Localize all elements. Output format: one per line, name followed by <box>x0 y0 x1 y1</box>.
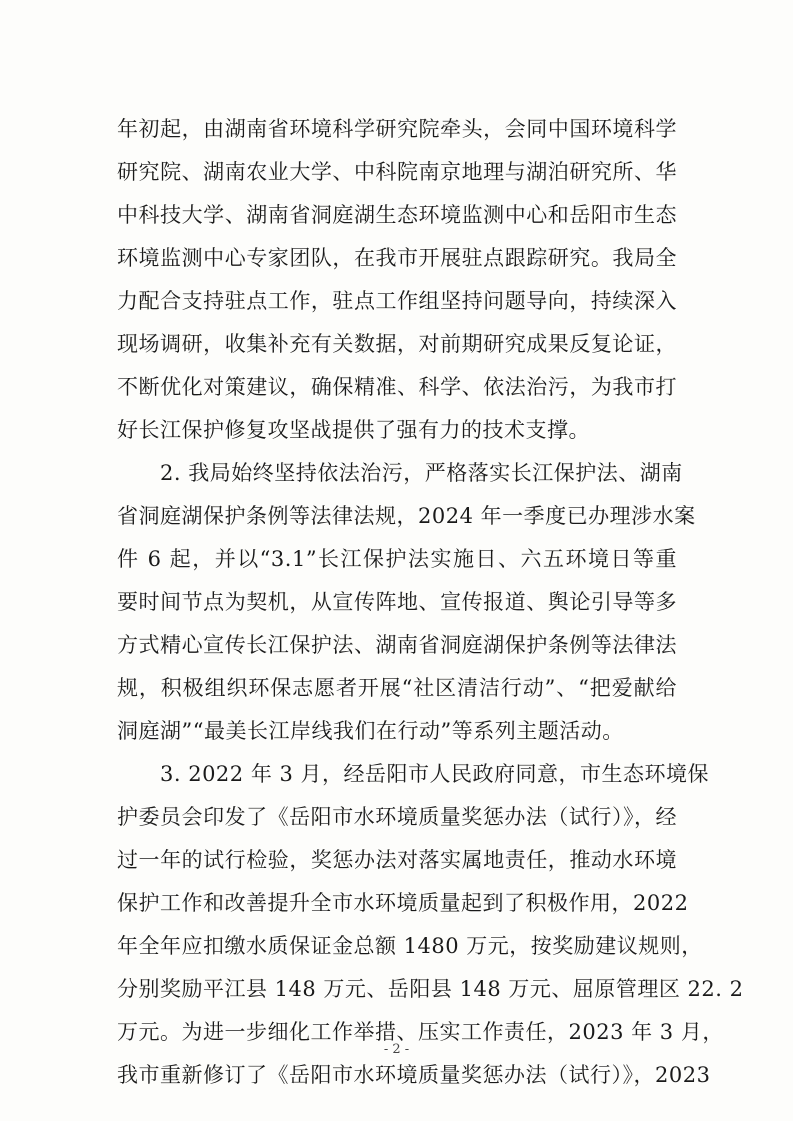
text-line: 省洞庭湖保护条例等法律法规，2024 年一季度已办理涉水案 <box>117 504 696 528</box>
text-line: 好长江保护修复攻坚战提供了强有力的技术支撑。 <box>117 418 590 442</box>
text-line: 年全年应扣缴水质保证金总额 1480 万元，按奖励建议规则， <box>117 934 703 958</box>
text-line: 保护工作和改善提升全市水环境质量起到了积极作用，2022 <box>117 891 689 915</box>
text-line: 力配合支持驻点工作，驻点工作组坚持问题导向，持续深入 <box>117 289 677 313</box>
text-line: 现场调研，收集补充有关数据，对前期研究成果反复论证， <box>117 332 677 356</box>
text-line: 规，积极组织环保志愿者开展“社区清洁行动”、“把爱献给 <box>117 676 677 700</box>
text-line: 不断优化对策建议，确保精准、科学、依法治污，为我市打 <box>117 375 677 399</box>
text-line: 分别奖励平江县 148 万元、岳阳县 148 万元、屈原管理区 22. 2 <box>117 977 744 1001</box>
paragraph-start-line: 2. 我局始终坚持依法治污，严格落实长江保护法、湖南 <box>160 461 683 485</box>
text-line: 万元。为进一步细化工作举措、压实工作责任，2023 年 3 月， <box>117 1020 724 1044</box>
text-line: 环境监测中心专家团队，在我市开展驻点跟踪研究。我局全 <box>117 246 677 270</box>
text-line: 件 6 起，并以“3.1”长江保护法实施日、六五环境日等重 <box>117 547 677 571</box>
text-line: 年初起，由湖南省环境科学研究院牵头，会同中国环境科学 <box>117 117 677 141</box>
text-line: 护委员会印发了《岳阳市水环境质量奖惩办法（试行）》，经 <box>117 805 677 829</box>
text-line: 我市重新修订了《岳阳市水环境质量奖惩办法（试行）》，2023 <box>117 1063 711 1087</box>
text-line: 研究院、湖南农业大学、中科院南京地理与湖泊研究所、华 <box>117 160 677 184</box>
text-line: 中科技大学、湖南省洞庭湖生态环境监测中心和岳阳市生态 <box>117 203 677 227</box>
text-line: 方式精心宣传长江保护法、湖南省洞庭湖保护条例等法律法 <box>117 633 677 657</box>
page-number: - 2 - <box>383 1042 410 1057</box>
text-line: 要时间节点为契机，从宣传阵地、宣传报道、舆论引导等多 <box>117 590 677 614</box>
paragraph-start-line: 3. 2022 年 3 月，经岳阳市人民政府同意，市生态环境保 <box>160 762 710 786</box>
text-line: 过一年的试行检验，奖惩办法对落实属地责任，推动水环境 <box>117 848 677 872</box>
text-line: 洞庭湖”“最美长江岸线我们在行动”等系列主题活动。 <box>117 719 624 743</box>
